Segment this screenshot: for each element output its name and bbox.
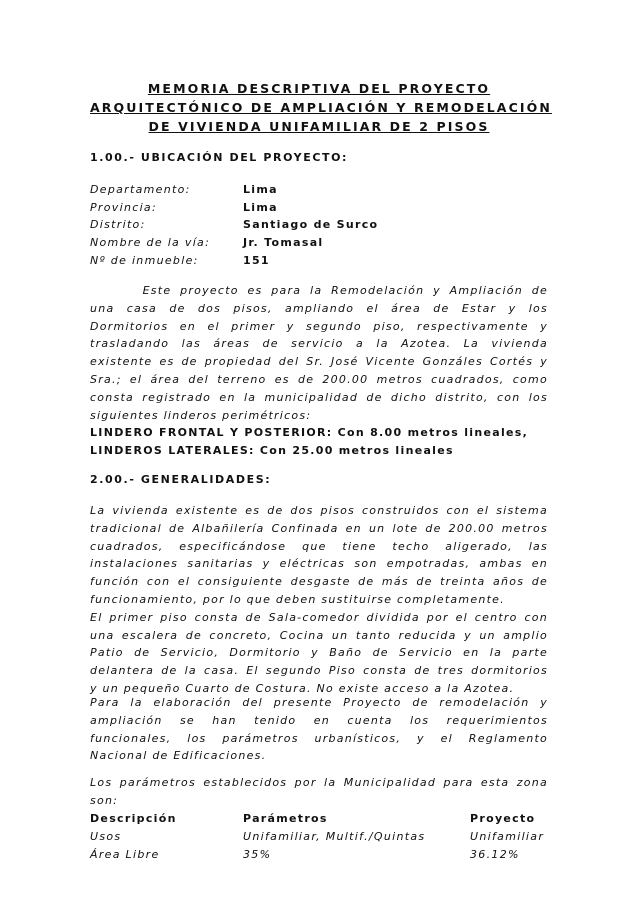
paragraph-line: trasladando las áreas de servicio a la Azotea. La vivienda — [90, 337, 548, 351]
table-header-parametros: Parámetros — [243, 812, 328, 825]
section-2-paragraph-2 — [90, 694, 548, 765]
info-value: Jr. Tomasal — [243, 236, 324, 249]
lindero-frontal-line: LINDERO FRONTAL Y POSTERIOR: Con 8.00 metros lineales, — [90, 426, 529, 439]
section-1-heading: 1.00.- UBICACIÓN DEL PROYECTO: — [90, 151, 349, 164]
info-label: Distrito: — [90, 218, 146, 231]
paragraph-line: La vivienda existente es de dos pisos construidos con el sistema — [90, 504, 548, 517]
info-value: Lima — [243, 183, 278, 196]
paragraph-line: delantera de la casa. El segundo Piso consta de tres dormitorios — [90, 664, 548, 678]
document-title-line-1: MEMORIA DESCRIPTIVA DEL PROYECTO — [147, 81, 491, 96]
info-label: Nombre de la vía: — [90, 236, 211, 249]
lindero-laterales-line: LINDEROS LATERALES: Con 25.00 metros lineales — [90, 444, 454, 457]
paragraph-line: cuadrados, especificándose que tiene techo aligerado, las — [90, 539, 548, 553]
table-header-proyecto: Proyecto — [470, 812, 536, 825]
paragraph-line: Sra.; el área del terreno es de 200.00 metros cuadrados, como — [90, 372, 548, 386]
info-label: Nº de inmueble: — [90, 254, 199, 267]
paragraph-line: existente es de propiedad del Sr. José Vicente Gonzáles Cortés y — [90, 355, 548, 369]
info-value: Santiago de Surco — [243, 218, 379, 231]
paragraph-line: El primer piso consta de Sala-comedor dividida por el centro con — [90, 610, 548, 624]
paragraph-line: tradicional de Albañilería Confinada en un lote de 200.00 metros — [90, 521, 548, 535]
info-label: Provincia: — [90, 201, 157, 214]
info-value: 151 — [243, 254, 270, 267]
paragraph-line: instalaciones sanitarias y eléctricas son empotradas, ambas en — [90, 557, 548, 571]
document-title-line-2: ARQUITECTÓNICO DE AMPLIACIÓN Y REMODELACIÓN — [90, 100, 552, 115]
paragraph-line: siguientes linderos perimétricos: — [90, 408, 312, 422]
paragraph-line: Para la elaboración del presente Proyecto de remodelación y — [90, 696, 548, 709]
table-cell: 35% — [243, 848, 272, 861]
paragraph-line: son: — [90, 793, 119, 807]
paragraph-line: Este proyecto es para la Remodelación y Ampliación de — [90, 284, 548, 297]
paragraph-line: Patio de Servicio, Dormitorio y Baño de Servicio en la parte — [90, 646, 548, 660]
table-row — [90, 828, 548, 846]
paragraph-line: Nacional de Edificaciones. — [90, 749, 267, 763]
section-2-heading: 2.00.- GENERALIDADES: — [90, 473, 272, 486]
table-header-descripcion: Descripción — [90, 812, 177, 825]
paragraph-line: funcionales, los parámetros urbanísticos, y el Reglamento — [90, 731, 548, 745]
paragraph-line: ampliación se han tenido en cuenta los requerimientos — [90, 713, 548, 727]
table-cell: Unifamiliar — [470, 830, 545, 843]
paragraph-line: y un pequeño Cuarto de Costura. No existe acceso a la Azotea. — [90, 681, 515, 695]
table-cell: Unifamiliar, Multif./Quintas — [243, 830, 426, 843]
paragraph-line: una escalera de concreto, Cocina un tanto reducida y un amplio — [90, 628, 548, 642]
table-row — [90, 846, 548, 864]
paragraph-line: consta registrado en la municipalidad de dicho distrito, con los — [90, 390, 548, 404]
table-cell: Área Libre — [90, 848, 160, 861]
table-cell: 36.12% — [470, 848, 520, 861]
section-2-paragraph-1 — [90, 502, 548, 698]
paragraph-line: una casa de dos pisos, ampliando el área de Estar y los — [90, 301, 548, 315]
info-value: Lima — [243, 201, 278, 214]
table-cell: Usos — [90, 830, 122, 843]
paragraph-line: función con el consiguiente desgaste de más de treinta años de — [90, 575, 548, 589]
parameters-table-header — [90, 810, 548, 828]
document-title-line-3: DE VIVIENDA UNIFAMILIAR DE 2 PISOS — [148, 119, 490, 134]
paragraph-line: Dormitorios en el primer y segundo piso, respectivamente y — [90, 319, 548, 333]
section-1-paragraph — [90, 282, 548, 424]
paragraph-line: funcionamiento, por lo que deben sustituirse completamente. — [90, 592, 505, 606]
section-2-paragraph-3 — [90, 774, 548, 810]
info-label: Departamento: — [90, 183, 191, 196]
paragraph-line: Los parámetros establecidos por la Municipalidad para esta zona — [90, 776, 548, 789]
